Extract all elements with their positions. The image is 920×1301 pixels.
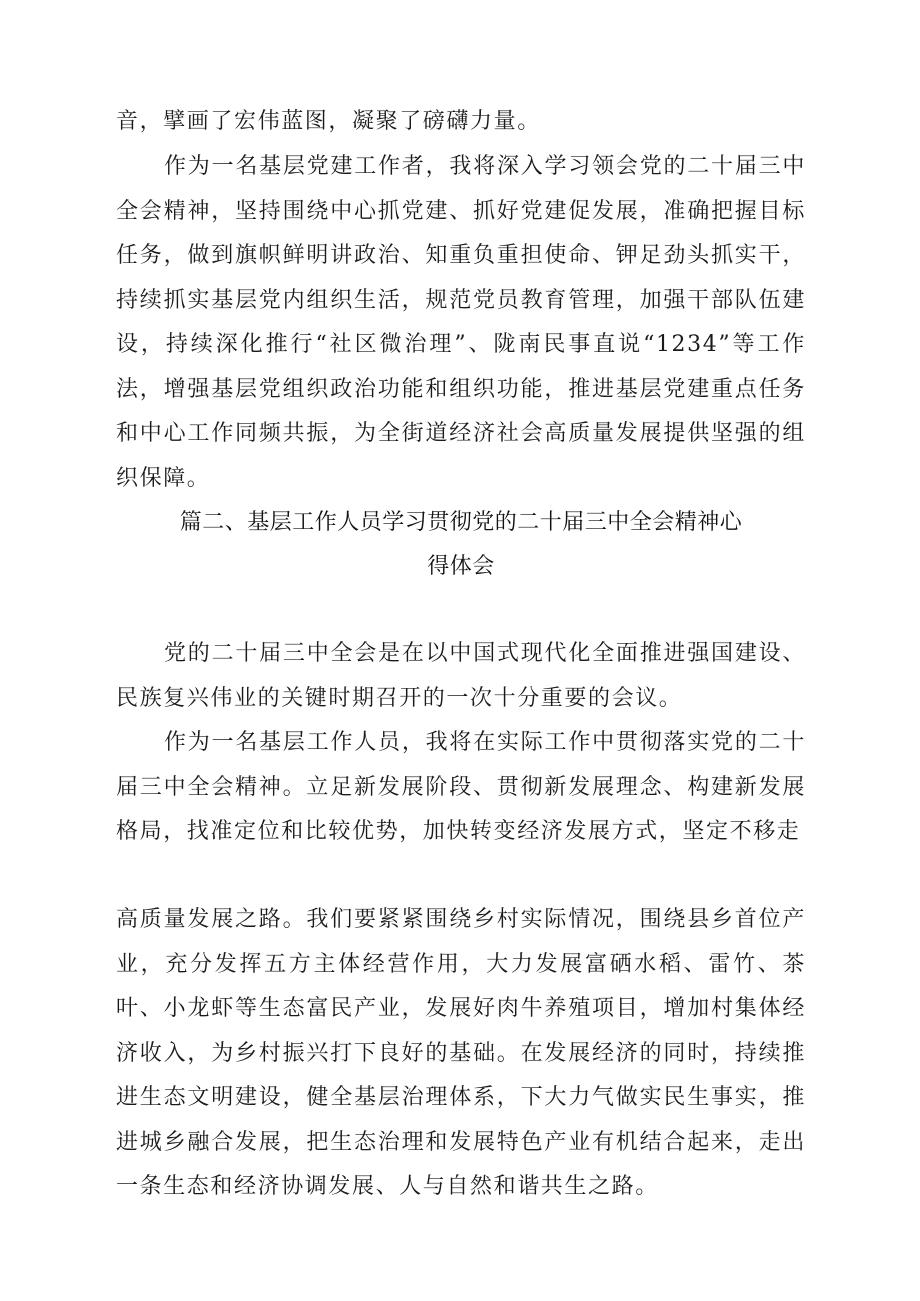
section-title-line-2: 得体会: [427, 554, 495, 579]
paragraph-plenum-intro: 党的二十届三中全会是在以中国式现代化全面推进强国建设、民族复兴伟业的关键时期召开的一次十分重要的会议。: [116, 641, 806, 711]
paragraph-continuation-top: 音，擘画了宏伟蓝图，凝聚了磅礴力量。: [116, 109, 541, 134]
section-title-line-1: 篇二、基层工作人员学习贯彻党的二十届三中全会精神心: [179, 510, 743, 535]
paragraph-high-quality-development: 高质量发展之路。我们要紧紧围绕乡村实际情况，围绕县乡首位产业，充分发挥五方主体经营作用，大力发展富硒水稻、雷竹、茶叶、小龙虾等生态富民产业，发展好肉牛养殖项目，增加村集体经济收入，为乡村振兴打下良好的基础。在发展经济的同时，持续推进生态文明建设，健全基层治理体系，下大力气做实民生事实，推进城乡融合发展，把生态治理和发展特色产业有机结合起来，走出一条生态和经济协调发展、人与自然和谐共生之路。: [116, 907, 806, 1199]
paragraph-grassroots-work: 作为一名基层工作人员，我将在实际工作中贯彻落实党的二十届三中全会精神。立足新发展阶段、贯彻新发展理念、构建新发展格局，找准定位和比较优势，加快转变经济发展方式，坚定不移走: [116, 730, 806, 844]
paragraph-party-building: 作为一名基层党建工作者，我将深入学习领会党的二十届三中全会精神，坚持围绕中心抓党建、抓好党建促发展，准确把握目标任务，做到旗帜鲜明讲政治、知重负重担使命、钾足劲头抓实干，持续抓实基层党内组织生活，规范党员教育管理，加强干部队伍建设，持续深化推行“社区微治理”、陇南民事直说“1234”等工作法，增强基层党组织政治功能和组织功能，推进基层党建重点任务和中心工作同频共振，为全街道经济社会高质量发展提供坚强的组织保障。: [116, 154, 806, 491]
